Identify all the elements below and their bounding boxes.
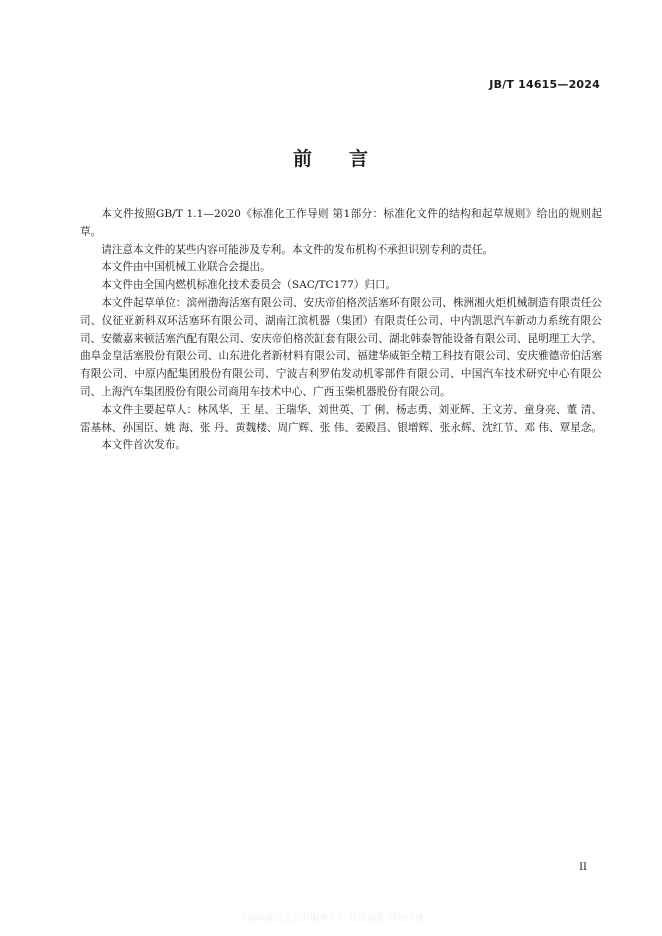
paragraph-committee: 本文件由全国内燃机标准化技术委员会（SAC/TC177）归口。 xyxy=(101,279,397,292)
paragraph-first-release: 本文件首次发布。 xyxy=(101,439,186,452)
paragraph-proposer: 本文件由中国机械工业联合会提出。 xyxy=(101,261,271,274)
footer-watermark: 全国标准信息公共服务平台 仅供浏览 请勿传播 xyxy=(238,914,424,924)
foreword-body xyxy=(80,206,602,455)
paragraph-drafting-organizations: 本文件起草单位：滨州渤海活塞有限公司、安庆帝伯格茨活塞环有限公司、株洲湘火炬机械制造有限责任公司、仪征亚新科双环活塞环有限公司、湖南江滨机器（集团）有限责任公司、中内凯思汽车新动力系统有限公司、安徽嘉来顿活塞汽配有限公司、安庆帝伯格茨缸套有限公司、湖北韩泰智能设备有限公司、昆明理工大学、曲阜金皇活塞股份有限公司、山东进化者新材料有限公司、福建华威钜全精工科技有限公司、安庆雅德帝伯活塞有限公司、中原内配集团股份有限公司、宁波吉利罗佑发动机零部件有限公司、中国汽车技术研究中心有限公司、上海汽车集团股份有限公司商用车技术中心、广西玉柴机器股份有限公司。 xyxy=(80,296,602,398)
title-char-2: 言 xyxy=(349,148,370,170)
title-char-1: 前 xyxy=(292,148,313,170)
page-number: II xyxy=(579,862,587,873)
paragraph-patent-notice: 请注意本文件的某些内容可能涉及专利。本文件的发布机构不承担识别专利的责任。 xyxy=(101,243,494,256)
paragraph-drafters: 本文件主要起草人：林风华、王 星、王瑞华、刘世英、丁 俐、杨志勇、刘亚辉、王文芳、童身亮、董 清、雷基林、孙国臣、姚 海、张 丹、黄魏楼、周广辉、张 伟、姜殿昌、银增辉、张永辉、沈红节、邓 伟、覃星念。 xyxy=(80,403,602,434)
paragraph-drafting-rules: 本文件按照GB/T 1.1—2020《标准化工作导则 第1部分：标准化文件的结构和起草规则》给出的规则起草。 xyxy=(80,208,602,238)
page-title xyxy=(0,144,662,171)
standard-number: JB/T 14615—2024 xyxy=(489,78,600,91)
